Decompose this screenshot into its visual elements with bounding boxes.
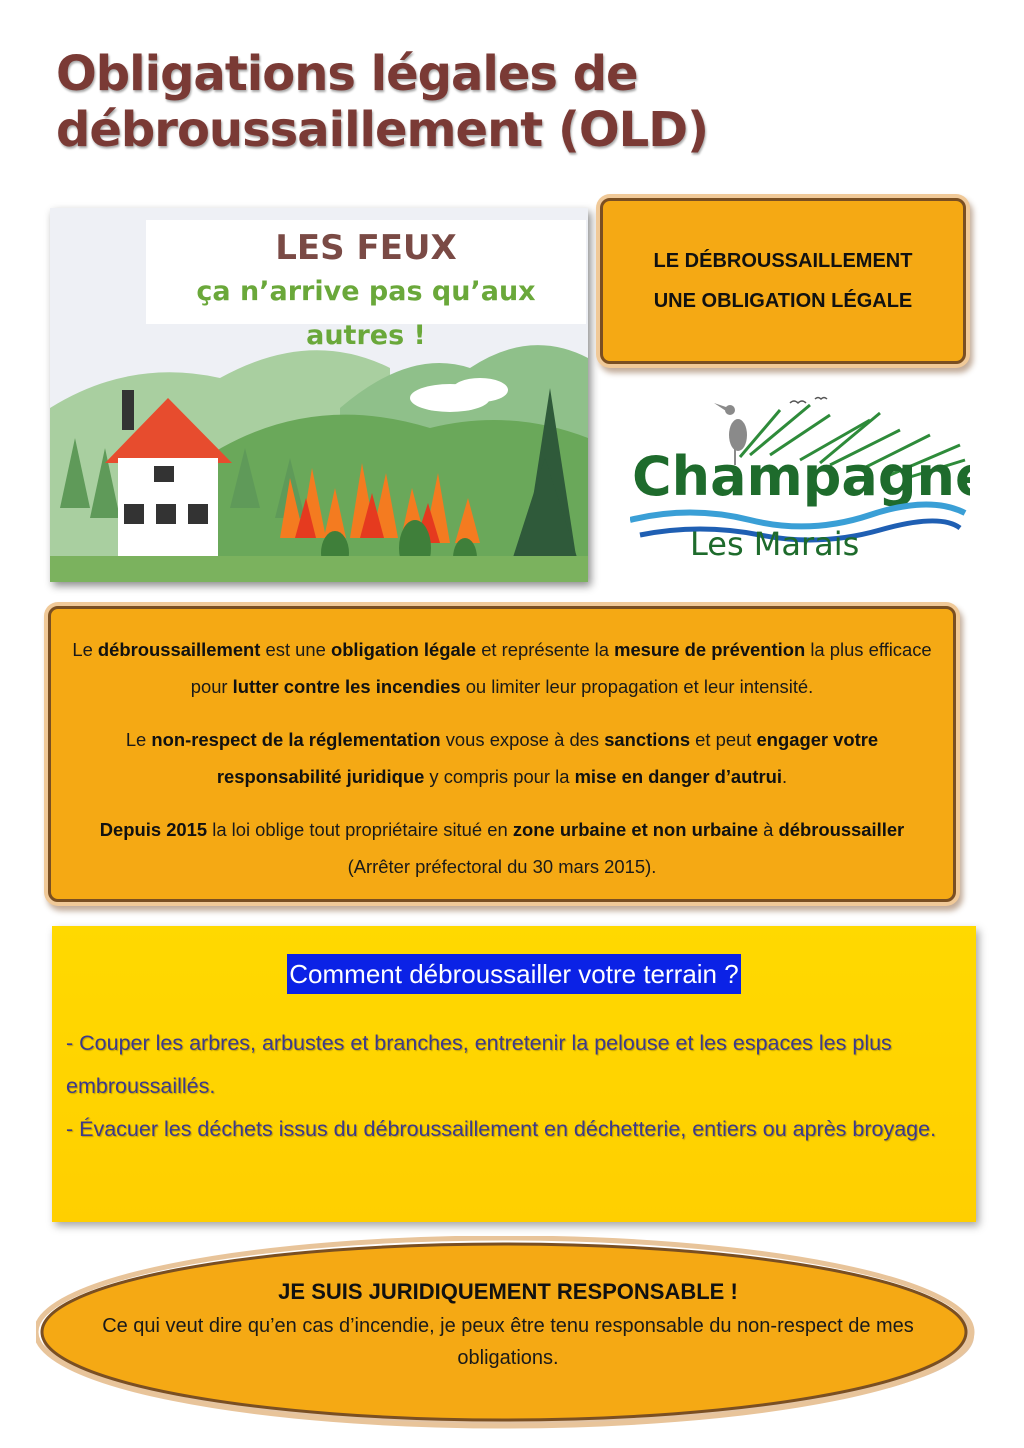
text-run: (Arrêter préfectoral du 30 mars 2015). [347,856,657,877]
responsibility-body: Ce qui veut dire qu’en cas d’incendie, je peux être tenu responsable du non-respect de mes obligations. [102,1315,914,1369]
text-run: vous expose à des [440,729,605,750]
text-run: Depuis 2015 [99,819,208,840]
obligation-line-2: UNE OBLIGATION LÉGALE [653,290,913,312]
text-run: mesure de prévention [614,639,806,660]
text-run: y compris pour la [424,766,575,787]
obligation-box [600,198,966,364]
text-run: sanctions [604,729,691,750]
text-run: engager votre responsabilité juridique [216,729,879,787]
text-run: mise en danger d’autrui [574,766,783,787]
logo-name: Champagné [632,445,970,508]
text-run: Le [72,639,98,660]
text-run: zone urbaine et non urbaine [512,819,759,840]
text-run: ou limiter leur propagation et leur intensité. [460,676,814,697]
hero-headline: LES FEUX [275,228,457,268]
responsibility-title: JE SUIS JURIDIQUEMENT RESPONSABLE ! [278,1279,738,1304]
text-run: la plus efficace pour [190,639,932,697]
text-run: débroussailler [778,819,905,840]
howto-list [66,1022,966,1151]
text-run: la loi oblige tout propriétaire situé en [207,819,513,840]
champagne-les-marais-logo [630,395,970,570]
howto-item-2: - Évacuer les déchets issus du débroussaillement en déchetterie, entiers ou après broyage. [66,1117,937,1141]
hero-subheadline: ça n’arrive pas qu’aux autres ! [196,276,536,351]
howto-title: Comment débroussailler votre terrain ? [287,954,740,994]
legal-info-box [48,606,956,902]
text-run: . [782,766,788,787]
text-run: est une [260,639,331,660]
text-run: débroussaillement [97,639,261,660]
title-line-2: débroussaillement (OLD) [56,102,709,158]
title-line-1: Obligations légales de [56,46,638,102]
info-paragraph-3 [67,811,937,885]
howto-section [52,926,976,1222]
hero-banner [146,220,586,351]
obligation-line-1: LE DÉBROUSSAILLEMENT [653,250,913,272]
fire-illustration [50,208,588,582]
page-title [56,46,716,158]
howto-item-1: - Couper les arbres, arbustes et branches, entretenir la pelouse et les espaces les plus embroussaillés. [66,1031,892,1098]
text-run: lutter contre les incendies [232,676,461,697]
text-run: et représente la [476,639,615,660]
info-paragraph-2 [67,721,937,795]
text-run: Le [125,729,152,750]
text-run: obligation légale [330,639,477,660]
text-run: à [758,819,779,840]
logo-subtitle: Les Marais [690,525,860,563]
responsibility-callout [36,1236,980,1430]
text-run: non-respect de la réglementation [151,729,441,750]
text-run: et peut [690,729,757,750]
info-paragraph-1 [67,631,937,705]
